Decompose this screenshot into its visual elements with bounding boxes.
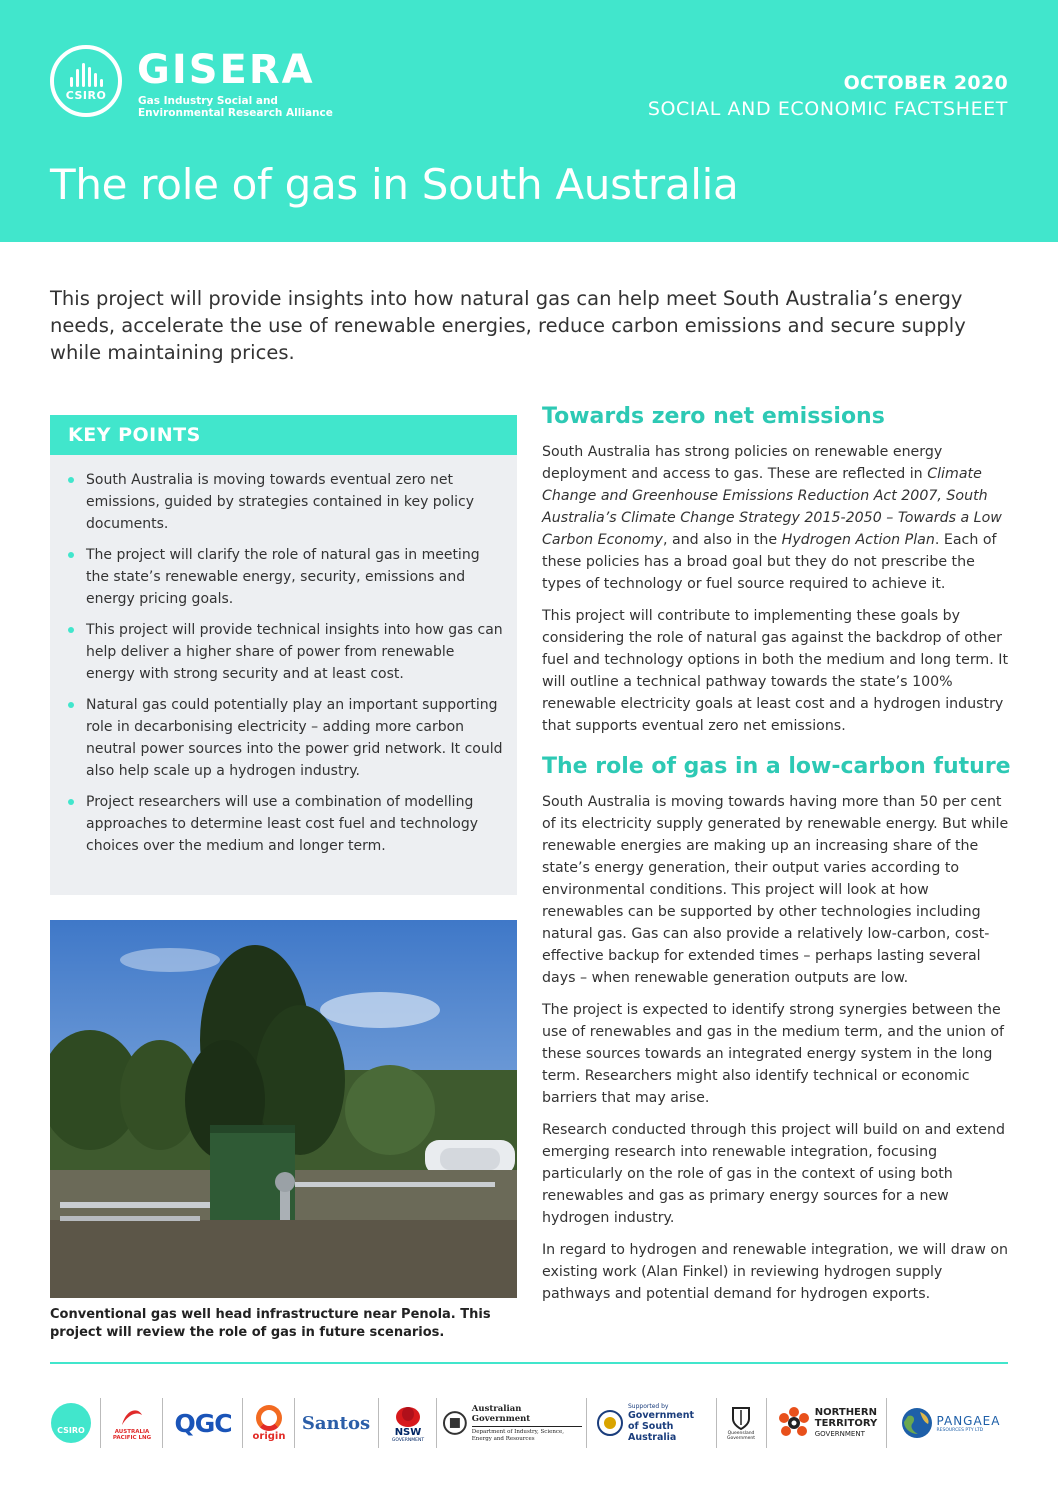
qld-label: Queensland Government [726,1431,756,1441]
csiro-logo-label: CSIRO [65,89,107,102]
key-point-text: Natural gas could potentially play an important supporting role in decarbonising electricity – adding more carbon neutral power sources into the power grid network. It could also help scale up a hydrogen industry. [86,697,503,779]
csiro-logo [50,45,122,117]
text-run: , and also in the [662,532,782,548]
text-run: . Each of these policies has a broad goal but they do not prescribe the types of technology or fuel source required to achieve it. [542,532,997,592]
bullet-icon [68,627,74,633]
text-run: South Australia has strong policies on renewable energy deployment and access to gas. These are reflected in [542,444,943,482]
key-points-list [50,455,517,857]
origin-logo [248,1388,290,1458]
logo-separator [886,1398,887,1448]
santos-label: Santos [301,1412,371,1434]
logo-separator [162,1398,163,1448]
bullet-icon [68,702,74,708]
ausgov-dept-label: Department of Industry, Science, Energy and Resources [471,1428,564,1442]
nsw-label: NSW [394,1426,422,1438]
key-point-text: Project researchers will use a combination of modelling approaches to determine least cost fuel and technology choices over the medium and longer term. [86,794,479,854]
brand-subtitle: Gas Industry Social and Environmental Research Alliance [138,95,333,119]
key-points-panel [50,415,517,895]
nsw-government-logo [384,1388,432,1458]
australian-government-logo [442,1388,582,1458]
brand-name: GISERA [137,47,315,93]
photo-caption: Conventional gas well head infrastructure near Penola. This project will review the role of gas in future scenarios. [50,1307,491,1340]
aplng-label: AUSTRALIA PACIFIC LNG [112,1429,152,1441]
key-point-item [66,619,503,685]
section1-paragraph-2: This project will contribute to implementing these goals by considering the role of natural gas against the backdrop of other fuel and technology options in both the medium and long term. It will outline a technical pathway towards the state’s 100% renewable electricity goals at least cost and a hydrogen industry that supports eventual zero net emissions. [542,608,1009,734]
key-points-heading: KEY POINTS [50,415,517,455]
publication-date: OCTOBER 2020 [843,72,1008,94]
partner-logos-bar [50,1388,1008,1458]
logo-separator [716,1398,717,1448]
page-title: The role of gas in South Australia [50,160,739,209]
csiro-bars-icon [68,61,108,87]
gas-well-scene-image [50,920,517,1298]
factsheet-type: SOCIAL AND ECONOMIC FACTSHEET [647,98,1008,120]
italic-policy-names: Climate Change and Greenhouse Emissions Reduction Act 2007, South Australia’s Climate Change Strategy 2015-2050 – Towards a Low Carbon Economy [542,466,1002,548]
coat-of-arms-icon [442,1410,468,1436]
key-point-item [66,544,503,610]
bullet-icon [68,477,74,483]
ausgov-label: Australian Government [472,1404,582,1427]
logo-separator [378,1398,379,1448]
qgc-label: QGC [174,1408,232,1438]
gas-well-photo [50,920,517,1298]
northern-territory-government-logo [772,1388,882,1458]
queensland-government-logo [720,1388,762,1458]
section2-paragraph-4: In regard to hydrogen and renewable integration, we will draw on existing work (Alan Finkel) in reviewing hydrogen supply pathways and potential demand for hydrogen exports. [542,1242,1009,1302]
key-point-text: This project will provide technical insights into how gas can help deliver a higher share of power from renewable energy with strong security and at least cost. [86,622,503,682]
origin-ring-icon [256,1405,282,1431]
qgc-logo [168,1388,238,1458]
bullet-icon [68,799,74,805]
bullet-icon [68,552,74,558]
santos-logo [298,1388,374,1458]
section2-paragraph-1: South Australia is moving towards having more than 50 per cent of its electricity supply generated by renewable energy. But while renewable energies are making up an increasing share of the state’s energy generation, their output varies according to environmental conditions. This project will look at how renewables can be supported by other technologies including natural gas. Gas can also provide a relatively low-carbon, cost-effective backup for extended times – perhaps lasting several days – when renewable generation outputs are low. [542,794,1009,986]
globe-icon [900,1406,934,1440]
nt-label-2: TERRITORY [814,1417,878,1429]
key-point-text: South Australia is moving towards eventual zero net emissions, guided by strategies contained in key policy documents. [86,472,475,532]
pangaea-resources-logo [892,1388,1008,1458]
section2-paragraph-3: Research conducted through this project will build on and extend emerging research into renewable integration, focusing particularly on the role of gas in the context of using both renewables and gas as primary energy sources for a new hydrogen industry. [542,1122,1005,1226]
sa-gov-label: Government of South Australia [628,1410,695,1443]
nsw-sub-label: GOVERNMENT [391,1437,425,1443]
logo-separator [100,1398,101,1448]
aplng-logo [106,1388,158,1458]
desert-rose-icon [777,1406,811,1440]
nt-label-1: NORTHERN [814,1406,877,1418]
logo-separator [242,1398,243,1448]
key-point-item [66,694,503,782]
origin-label: origin [252,1430,286,1442]
csiro-footer-logo [50,1388,92,1458]
intro-paragraph: This project will provide insights into how natural gas can help meet South Australia’s energy needs, accelerate the use of renewable energies, reduce carbon emissions and secure supply while maintaining prices. [50,287,966,364]
csiro-footer-label: CSIRO [51,1403,91,1443]
piping-shrike-icon [596,1409,624,1437]
logo-separator [436,1398,437,1448]
logo-separator [586,1398,587,1448]
sa-government-logo [590,1388,712,1458]
italic-hydrogen-plan: Hydrogen Action Plan [781,532,935,548]
pangaea-label: PANGAEA [936,1413,1001,1428]
logo-separator [766,1398,767,1448]
right-column [542,403,1012,1315]
pangaea-sub-label: RESOURCES PTY LTD [936,1427,984,1433]
key-point-item [66,791,503,857]
section1-paragraph-1 [542,441,1012,595]
qld-crest-icon [728,1405,754,1431]
aplng-swirl-icon [118,1405,146,1429]
waratah-flower-icon [393,1404,423,1428]
logo-separator [294,1398,295,1448]
key-point-text: The project will clarify the role of natural gas in meeting the state’s renewable energy, security, emissions and energy pricing goals. [86,547,480,607]
nt-label-3: GOVERNMENT [814,1429,865,1438]
section-heading-low-carbon: The role of gas in a low-carbon future [542,754,1011,779]
section-heading-zero-net: Towards zero net emissions [542,404,885,429]
sa-supported-label: Supported by [628,1403,669,1410]
footer-divider [50,1362,1008,1364]
section2-paragraph-2: The project is expected to identify strong synergies between the use of renewables and gas in the medium term, and the union of these sources towards an integrated energy system in the long term. Researchers might also identify technical or economic barriers that may arise. [542,1002,1005,1106]
key-point-item [66,469,503,535]
header-band [0,0,1058,242]
